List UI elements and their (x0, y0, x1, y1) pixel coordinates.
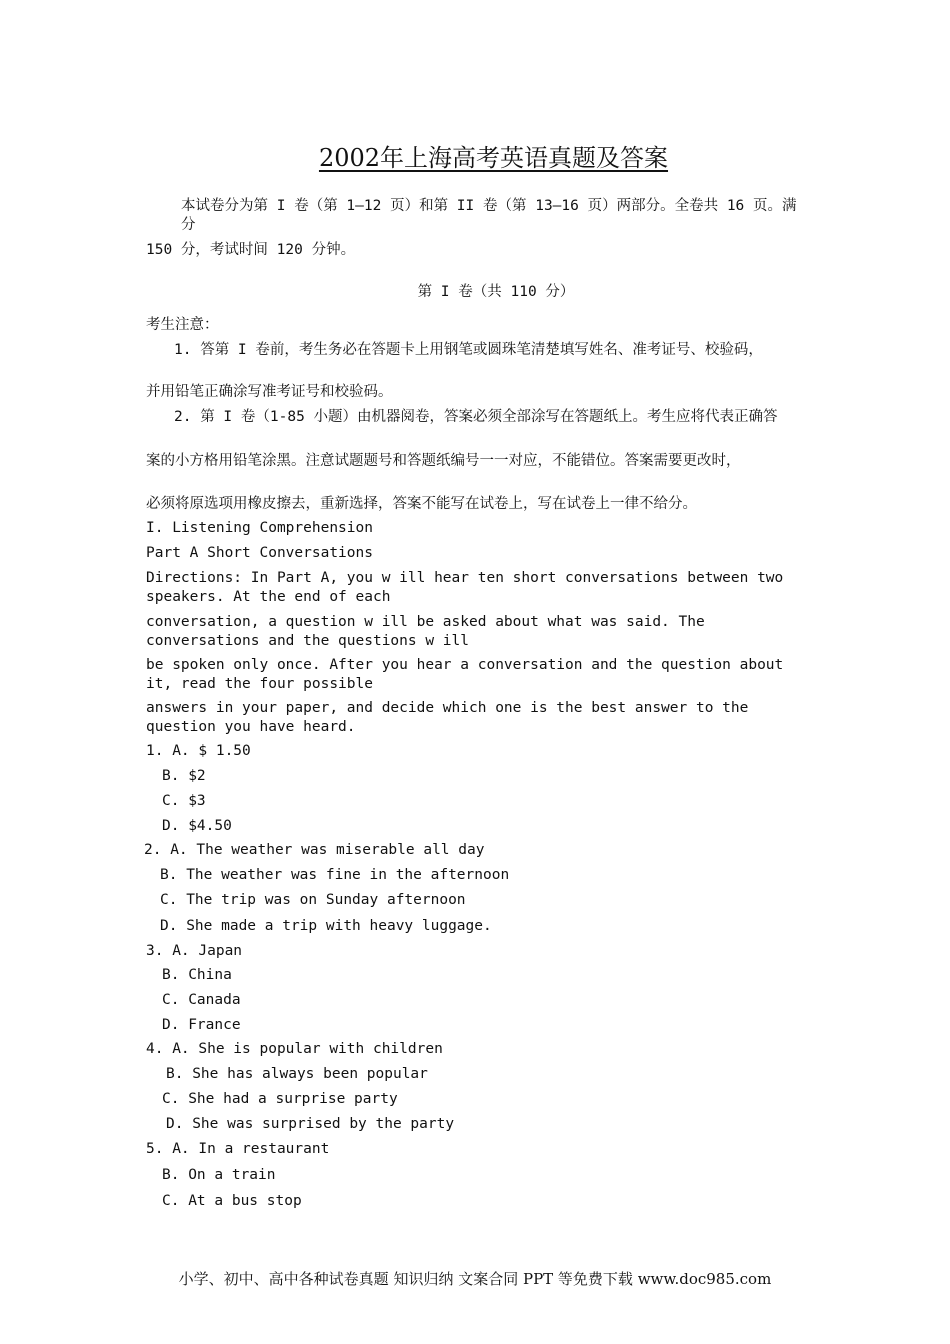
question-5-option-c: C. At a bus stop (162, 1193, 302, 1209)
directions-4: answers in your paper, and decide which one is the best answer to the question you have heard. (146, 700, 749, 735)
question-2-option-b: B. The weather was fine in the afternoon (160, 867, 510, 883)
question-2-option-c: C. The trip was on Sunday afternoon (160, 892, 466, 908)
section-listening: I. Listening Comprehension (146, 520, 373, 536)
question-5-option-b: B. On a train (162, 1167, 276, 1183)
question-1-option-c: C. $3 (162, 793, 206, 809)
question-4-option-d: D. She was surprised by the party (166, 1116, 455, 1132)
question-3-option-b: B. China (162, 967, 232, 983)
question-3-option-d: D. France (162, 1017, 241, 1033)
notice-item-1: 1. 答第 I 卷前，考生务必在答题卡上用钢笔或圆珠笔清楚填写姓名、准考证号、校验码， (174, 342, 763, 358)
question-1: 1. A. $ 1.50 (146, 743, 251, 759)
part-a-heading: Part A Short Conversations (146, 545, 373, 561)
intro-line-1: 本试卷分为第 I 卷（第 1—12 页）和第 II 卷（第 13—16 页）两部分。全卷共 16 页。满分 (181, 198, 797, 233)
question-4-option-b: B. She has always been popular (166, 1066, 428, 1082)
question-3-option-c: C. Canada (162, 992, 241, 1008)
question-2: 2. A. The weather was miserable all day (144, 842, 485, 858)
page-title: 2002年上海高考英语真题及答案 (318, 144, 669, 172)
intro-line-2: 150 分，考试时间 120 分钟。 (146, 242, 356, 258)
directions-2: conversation, a question w ill be asked about what was said. The conversations and the questions w ill (146, 614, 705, 649)
page-footer: 小学、初中、高中各种试卷真题 知识归纳 文案合同 PPT 等免费下载 www.doc985.com (178, 1270, 772, 1288)
section-heading: 第 I 卷（共 110 分） (417, 284, 575, 300)
question-3: 3. A. Japan (146, 943, 243, 959)
notice-item-2-cont-2: 必须将原选项用橡皮擦去，重新选择，答案不能写在试卷上，写在试卷上一律不给分。 (146, 496, 697, 512)
question-1-option-b: B. $2 (162, 768, 206, 784)
directions-1: Directions: In Part A, you w ill hear ten short conversations between two speakers. At the end of each (146, 570, 784, 605)
notice-item-2: 2. 第 I 卷（1-85 小题）由机器阅卷，答案必须全部涂写在答题纸上。考生应将代表正确答 (174, 409, 778, 425)
notice-item-2-cont: 案的小方格用铅笔涂黑。注意试题题号和答题纸编号一一对应，不能错位。答案需要更改时， (146, 453, 741, 469)
notice-item-1-cont: 并用铅笔正确涂写准考证号和校验码。 (146, 384, 393, 400)
question-4: 4. A. She is popular with children (146, 1041, 443, 1057)
question-1-option-d: D. $4.50 (162, 818, 232, 834)
directions-3: be spoken only once. After you hear a conversation and the question about it, read the four possible (146, 657, 784, 692)
question-2-option-d: D. She made a trip with heavy luggage. (160, 918, 492, 934)
notice-heading: 考生注意： (146, 317, 219, 333)
question-5: 5. A. In a restaurant (146, 1141, 330, 1157)
question-4-option-c: C. She had a surprise party (162, 1091, 398, 1107)
